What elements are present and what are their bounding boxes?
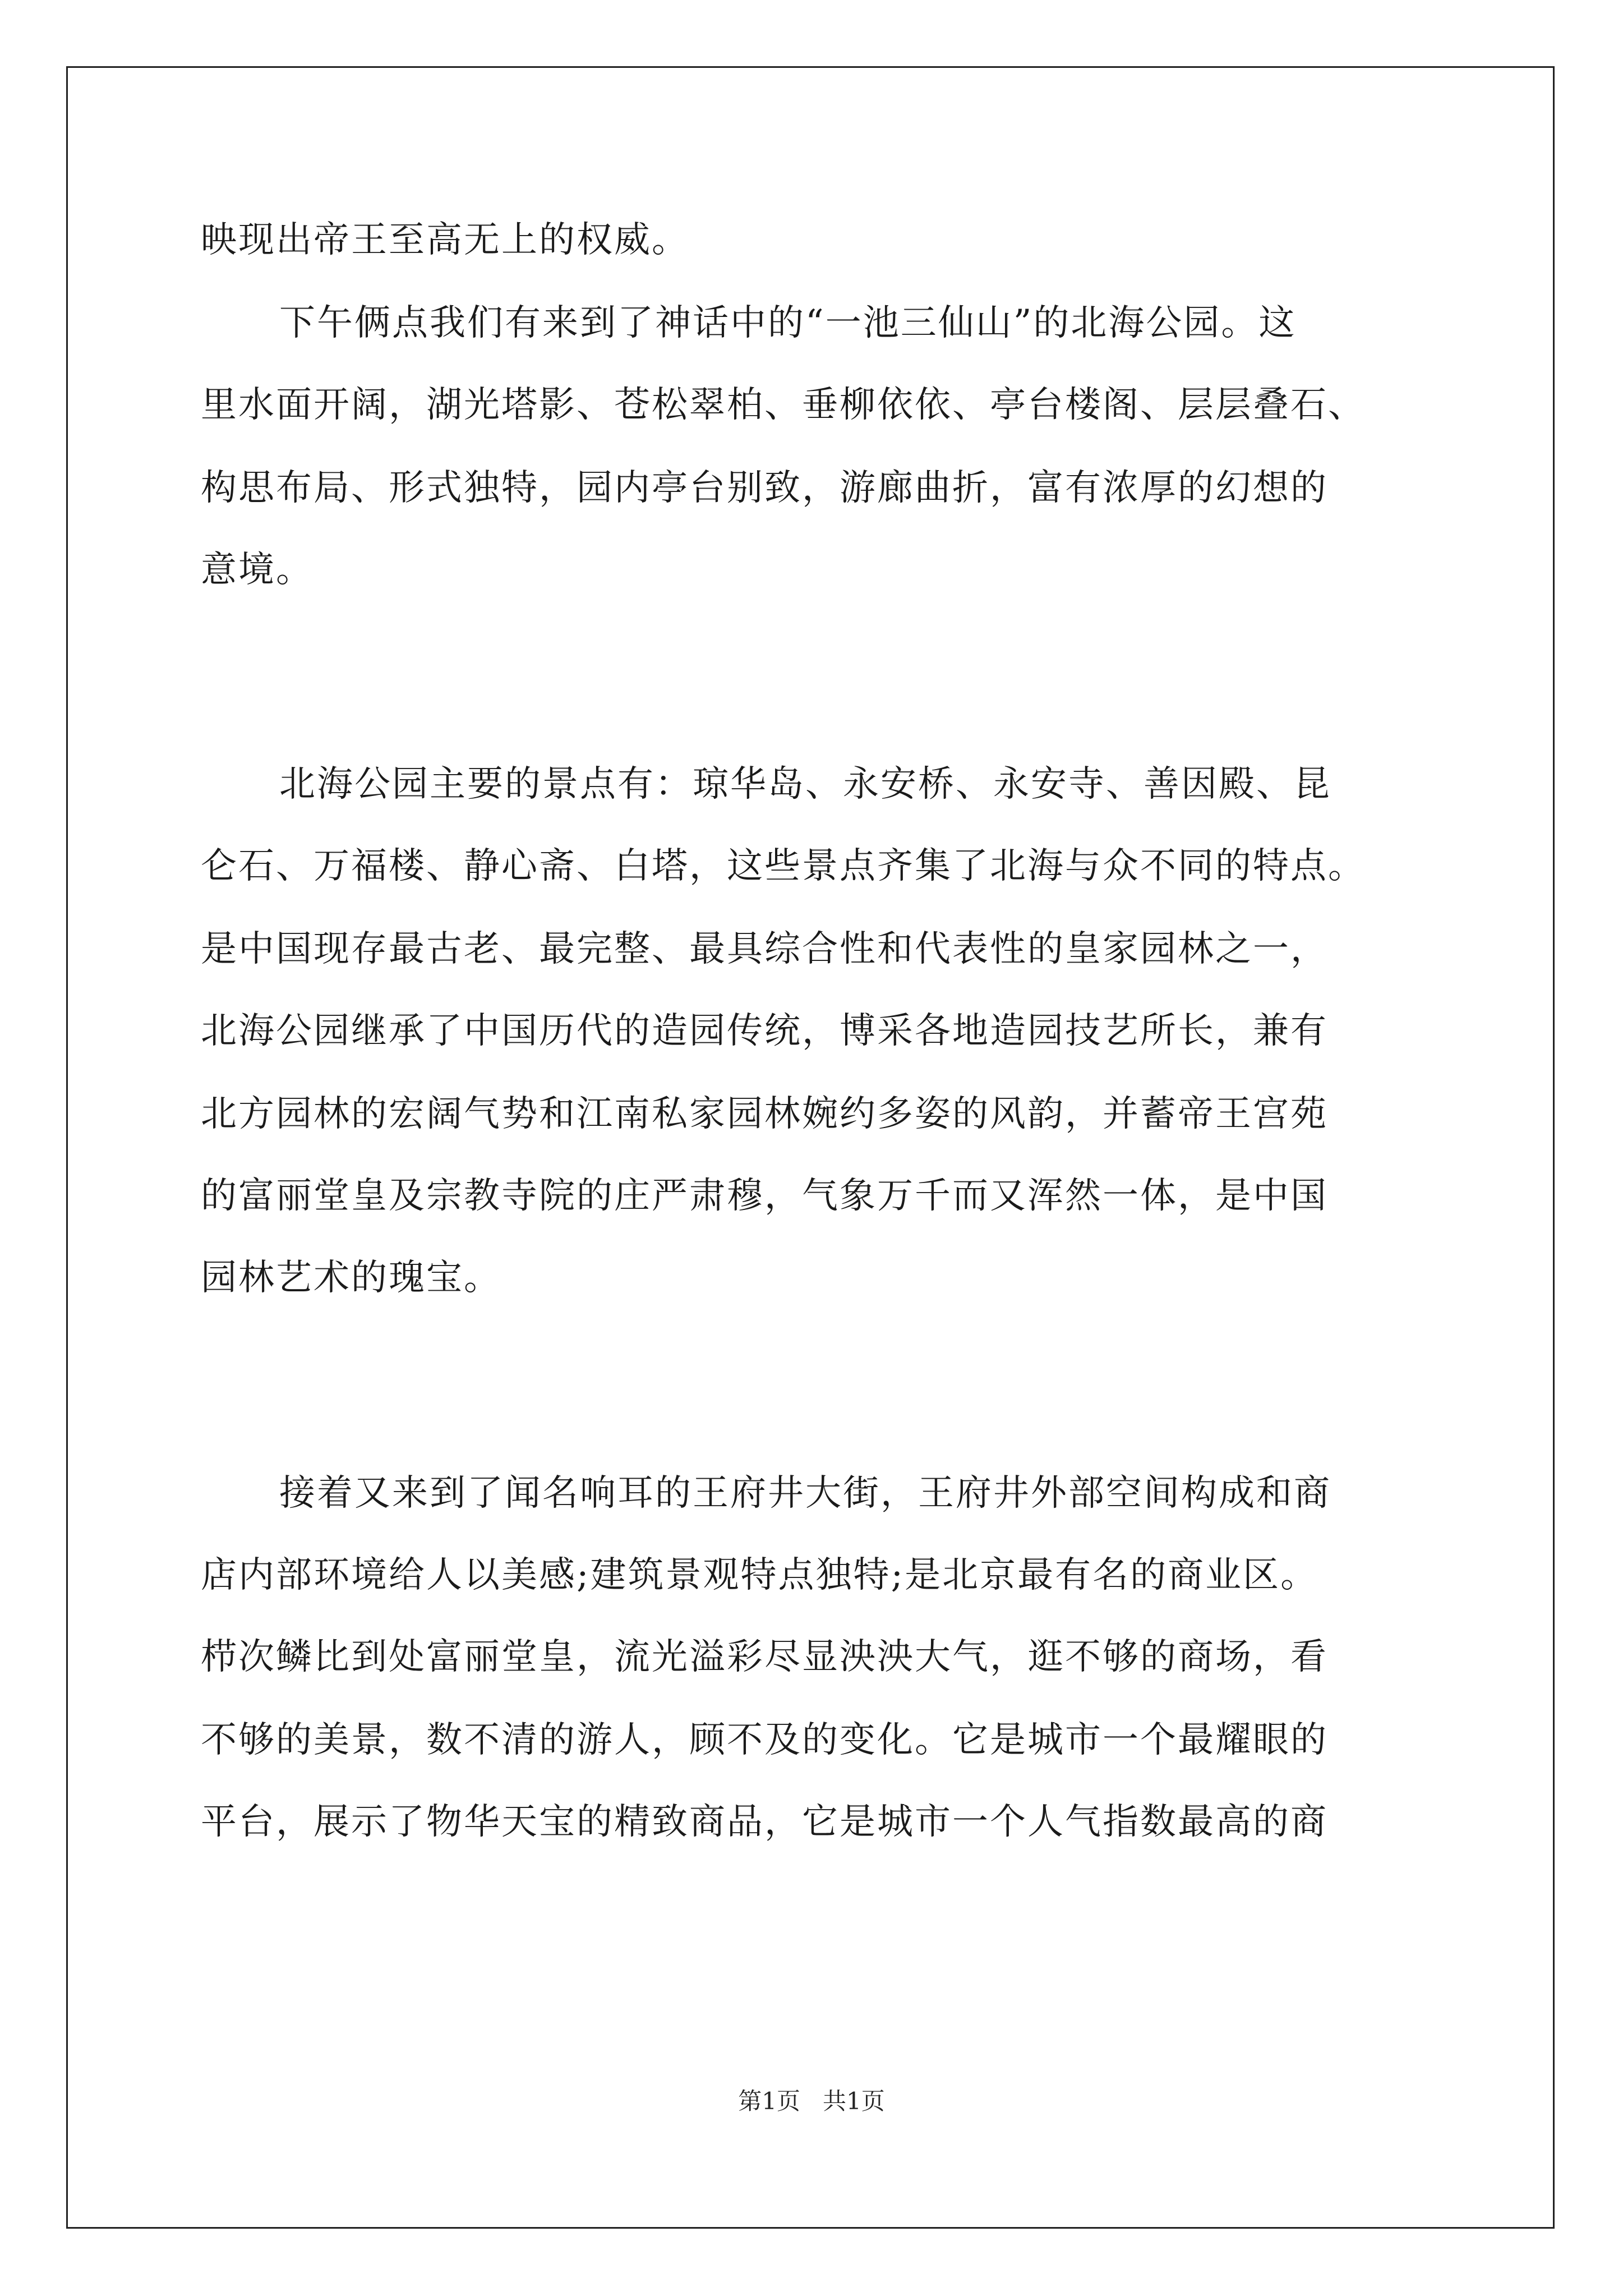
paragraph-line: 意境。 bbox=[201, 549, 313, 591]
paragraph-line: 的富丽堂皇及宗教寺院的庄严肃穆，气象万千而又浑然一体，是中国 bbox=[201, 1175, 1328, 1217]
paragraph-line: 构思布局、形式独特，园内亭台别致，游廊曲折，富有浓厚的幻想的 bbox=[201, 467, 1328, 509]
paragraph-line: 不够的美景，数不清的游人，顾不及的变化。它是城市一个最耀眼的 bbox=[201, 1719, 1328, 1761]
paragraph-line: 北海公园主要的景点有：琼华岛、永安桥、永安寺、善因殿、昆 bbox=[279, 763, 1331, 805]
paragraph-line: 店内部环境给人以美感;建筑景观特点独特;是北京最有名的商业区。 bbox=[201, 1554, 1318, 1596]
paragraph-line: 平台，展示了物华天宝的精致商品，它是城市一个人气指数最高的商 bbox=[201, 1801, 1328, 1843]
paragraph-line: 里水面开阔，湖光塔影、苍松翠柏、垂柳依依、亭台楼阁、层层叠石、 bbox=[201, 384, 1366, 426]
paragraph-line: 栉次鳞比到处富丽堂皇，流光溢彩尽显泱泱大气，逛不够的商场，看 bbox=[201, 1636, 1328, 1678]
paragraph-line: 北海公园继承了中国历代的造园传统，博采各地造园技艺所长，兼有 bbox=[201, 1010, 1328, 1052]
paragraph-line: 仑石、万福楼、静心斋、白塔，这些景点齐集了北海与众不同的特点。 bbox=[201, 845, 1366, 887]
paragraph-line: 下午俩点我们有来到了神话中的“一池三仙山”的北海公园。这 bbox=[279, 302, 1297, 344]
page-total: 共1页 bbox=[823, 2087, 885, 2115]
paragraph-line: 园林艺术的瑰宝。 bbox=[201, 1257, 501, 1299]
paragraph-line: 接着又来到了闻名响耳的王府井大街，王府井外部空间构成和商 bbox=[279, 1473, 1331, 1514]
page-number: 第1页 bbox=[738, 2087, 800, 2115]
paragraph-line: 是中国现存最古老、最完整、最具综合性和代表性的皇家园林之一， bbox=[201, 928, 1328, 970]
paragraph-line: 北方园林的宏阔气势和江南私家园林婉约多姿的风韵，并蓄帝王宫苑 bbox=[201, 1093, 1328, 1135]
page-footer bbox=[0, 2086, 1623, 2117]
paragraph-line: 映现出帝王至高无上的权威。 bbox=[201, 219, 689, 261]
